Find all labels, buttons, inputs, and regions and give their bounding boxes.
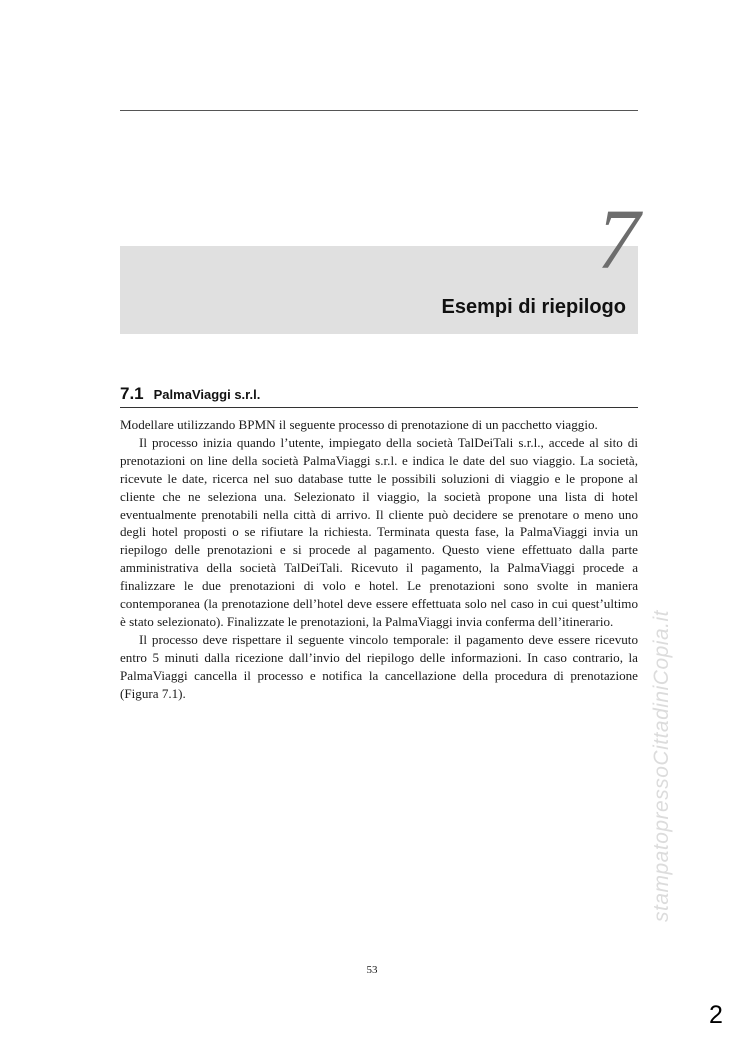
chapter-banner [120, 246, 638, 334]
watermark: stampatopressoCittadiniCopia.it [650, 610, 673, 922]
section-title: PalmaViaggi s.r.l. [153, 387, 261, 402]
paragraph: Il processo inizia quando l’utente, impiegato della società TalDeiTali s.r.l., accede al sito di prenotazioni on line della società PalmaViaggi s.r.l. e indica le date del suo viaggio. La società, ricevute le date, ricerca nel suo database tutte le possibili soluzioni di viaggio e le propone al cliente che ne seleziona una. Selezionato il viaggio, la società propone una lista di hotel eventualmente prenotabili nella città di arrivo. Il cliente può decidere se prenotare o meno uno degli hotel proposti o se rifiutare la richiesta. Terminata questa fase, la PalmaViaggi invia un riepilogo delle prenotazioni e si procede al pagamento. Questo viene effettuato dalla parte amministrativa della società TalDeiTali. Ricevuto il pagamento, la PalmaViaggi procede a finalizzare le due prenotazioni di volo e hotel. Le prenotazioni sono svolte in maniera contemporanea (la prenotazione dell’hotel deve essere effettuata solo nel caso in cui quest’ultimo è stato selezionato). Finalizzate le prenotazioni, la PalmaViaggi invia conferma dell’itinerario. [120, 434, 638, 629]
corner-page-marker: 2 [709, 1001, 723, 1029]
chapter-number: 7 [597, 191, 640, 287]
page-number: 53 [366, 964, 378, 976]
section-heading [120, 384, 638, 408]
body-text [120, 416, 638, 703]
paragraph: Il processo deve rispettare il seguente vincolo temporale: il pagamento deve essere ricevuto entro 5 minuti dalla ricezione dall’invio del riepilogo delle informazioni. In caso contrario, la PalmaViaggi cancella il processo e notifica la cancellazione della procedura di prenotazione (Figura 7.1). [120, 631, 638, 701]
section-number: 7.1 [120, 384, 144, 403]
chapter-title: Esempi di riepilogo [441, 296, 626, 318]
paragraph: Modellare utilizzando BPMN il seguente processo di prenotazione di un pacchetto viaggio. [120, 417, 598, 432]
header-rule [120, 110, 638, 111]
